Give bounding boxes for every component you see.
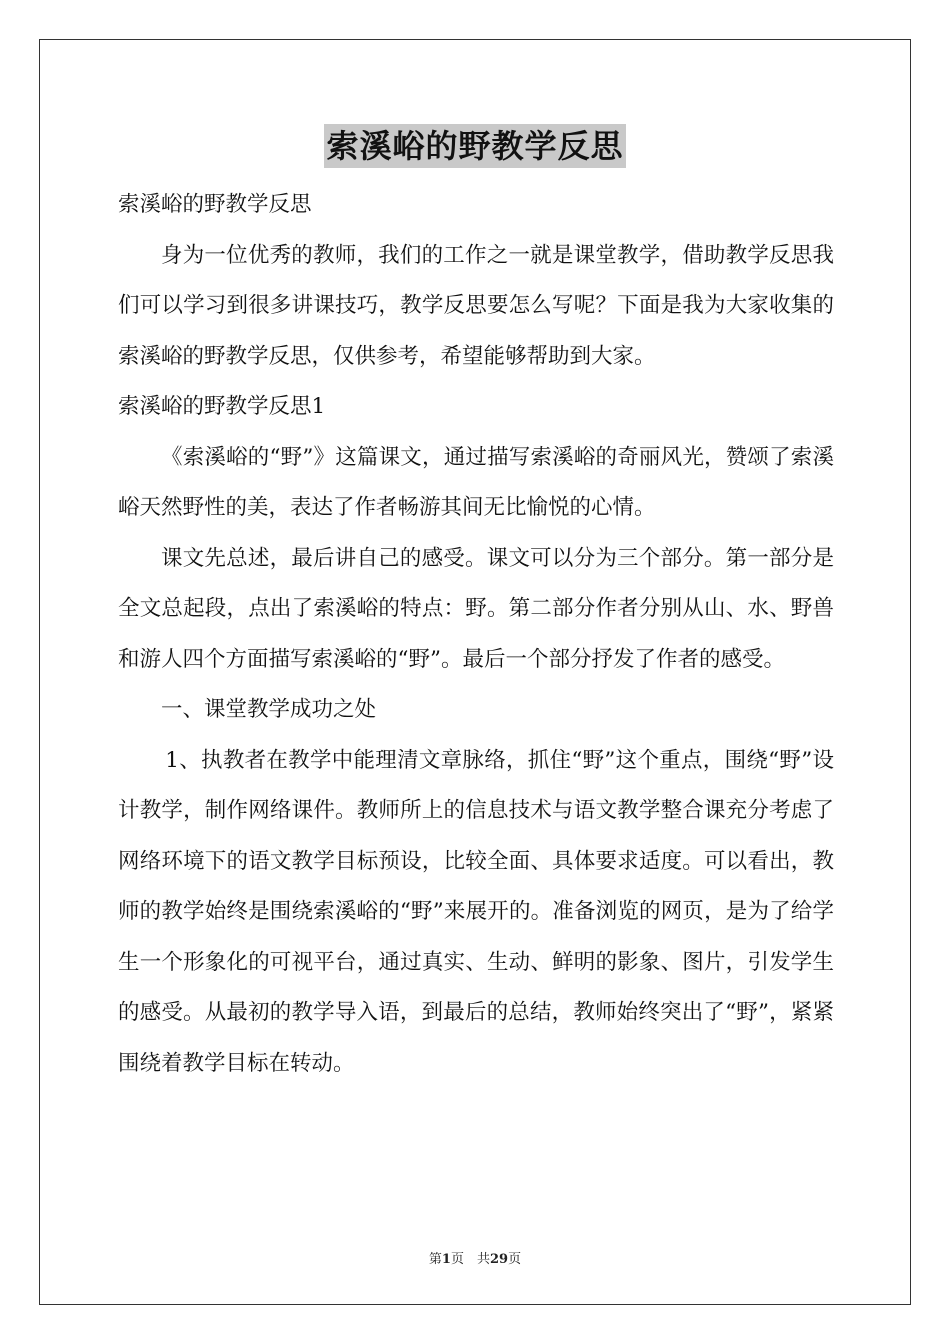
paragraph: 索溪峪的野教学反思 xyxy=(118,192,312,217)
paragraph: 身为一位优秀的教师，我们的工作之一就是课堂教学，借助教学反思我们可以学习到很多讲课技巧，教学反思要怎么写呢？下面是我为大家收集的索溪峪的野教学反思，仅供参考，希望能够帮助到大家。 xyxy=(118,242,834,369)
title-wrap xyxy=(0,124,950,168)
paragraph: 1、执教者在教学中能理清文章脉络，抓住“野”这个重点，围绕“野”设计教学，制作网络课件。教师所上的信息技术与语文教学整合课充分考虑了网络环境下的语文教学目标预设，比较全面、具体要求适度。可以看出，教师的教学始终是围绕索溪峪的“野”来展开的。准备浏览的网页，是为了给学生一个形象化的可视平台，通过真实、生动、鲜明的影象、图片，引发学生的感受。从最初的教学导入语，到最后的总结，教师始终突出了“野”，紧紧围绕着教学目标在转动。 xyxy=(118,747,834,1076)
page-prefix: 第 xyxy=(428,1252,442,1267)
document-body xyxy=(118,180,834,1089)
section-heading: 索溪峪的野教学反思1 xyxy=(118,394,326,419)
subsection-heading: 一、课堂教学成功之处 xyxy=(161,697,377,722)
page-total: 29 xyxy=(489,1252,509,1267)
page-suffix: 页 xyxy=(508,1252,522,1267)
page-footer xyxy=(0,1248,950,1267)
paragraph: 课文先总述，最后讲自己的感受。课文可以分为三个部分。第一部分是全文总起段，点出了索溪峪的特点：野。第二部分作者分别从山、水、野兽和游人四个方面描写索溪峪的“野”。最后一个部分抒发了作者的感受。 xyxy=(118,545,834,672)
page-title: 索溪峪的野教学反思 xyxy=(324,124,625,168)
page-current: 1 xyxy=(441,1252,451,1267)
page-mid: 页 共 xyxy=(450,1252,490,1267)
paragraph: 《索溪峪的“野”》这篇课文，通过描写索溪峪的奇丽风光，赞颂了索溪峪天然野性的美，表达了作者畅游其间无比愉悦的心情。 xyxy=(118,444,834,520)
